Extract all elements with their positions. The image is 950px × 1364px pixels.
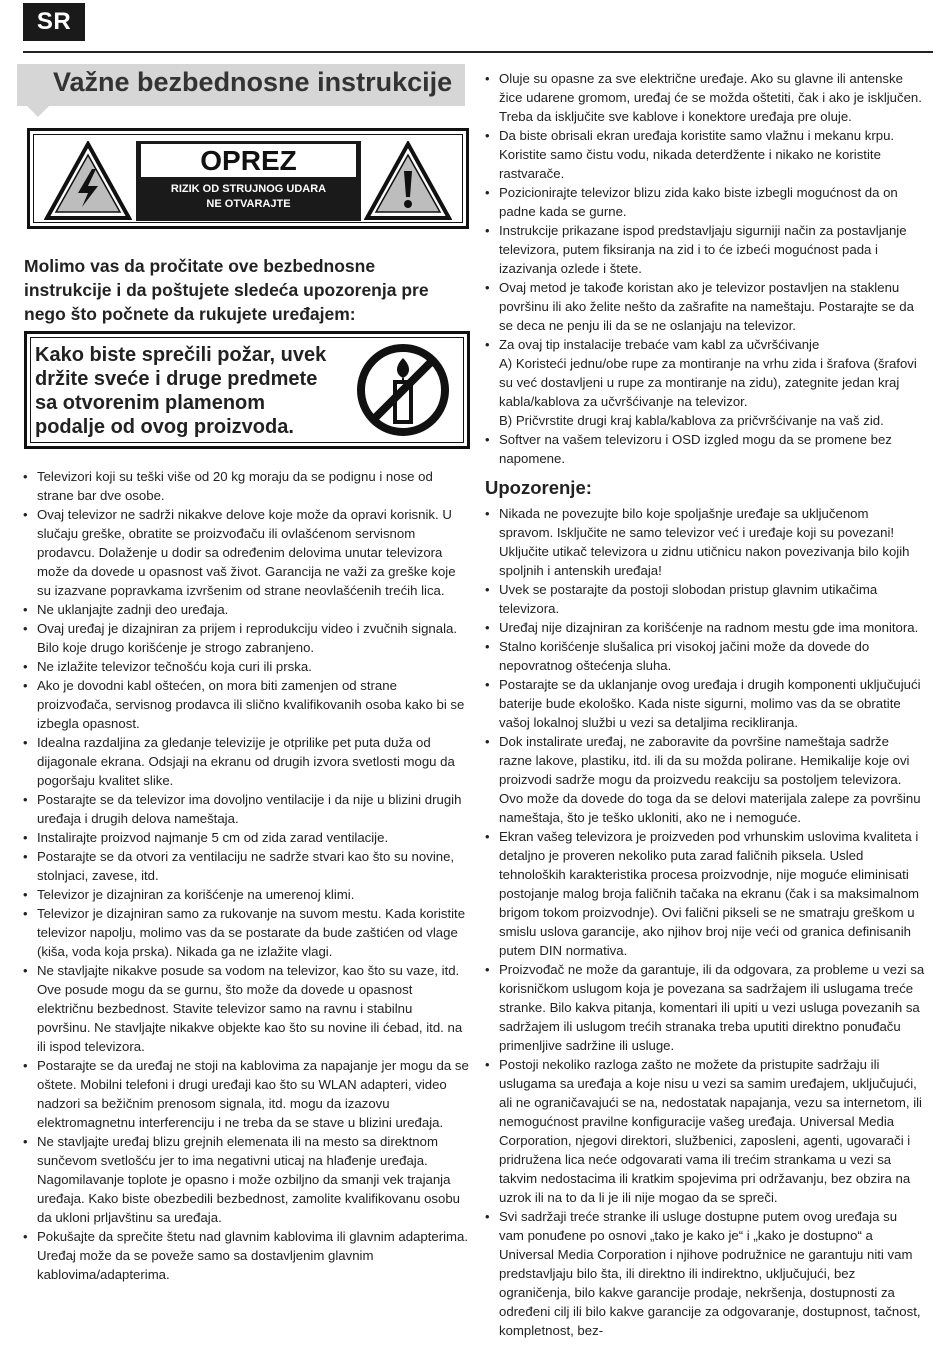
- list-item: • Stalno korišćenje slušalica pri visokoj jačini može da dovede do nepovratnog oštećenja sluha.: [485, 637, 925, 675]
- page-title: Važne bezbednosne instrukcije: [53, 67, 453, 97]
- fire-warning-text: Kako biste sprečili požar, uvek držite sveće i druge predmete sa otvorenim plamenom podalje od ovog proizvoda.: [35, 344, 327, 438]
- list-item: • Televizori koji su teški više od 20 kg moraju da se podignu i nose od strane bar dve osobe.: [23, 467, 469, 505]
- list-item: • Postarajte se da uređaj ne stoji na kablovima za napajanje jer mogu da se oštete. Mobilni telefoni i drugi uređaji kao što su WLAN adapteri, video nadzori sa bežičnim prenosom signala, itd. mogu da izazovu elektromagnetnu interferenciju i ne treba da se stave u blizini uređaja.: [23, 1056, 469, 1132]
- list-item: • Ako je dovodni kabl oštećen, on mora biti zamenjen od strane proizvođača, servisnog prodavca ili slično kvalifikovanih osoba kako bi se izbegla opasnost.: [23, 676, 469, 733]
- safety-list-right: [485, 69, 925, 468]
- caution-title: OPREZ: [141, 144, 356, 177]
- warning-list: [485, 504, 925, 1340]
- no-candle-icon: [353, 344, 453, 436]
- list-item: • Televizor je dizajniran samo za rukovanje na suvom mestu. Kada koristite televizor napolju, molimo vas da se postarate da bude zaštićen od vlage (kiša, voda koja prska). Nikada ga ne izlažite vlagi.: [23, 904, 469, 961]
- caution-text-block: [136, 141, 361, 221]
- list-item: • Ovaj uređaj je dizajniran za prijem i reprodukciju video i zvučnih signala. Bilo koje drugo korišćenje je strogo zabranjeno.: [23, 619, 469, 657]
- list-item: • Ne uklanjajte zadnji deo uređaja.: [23, 600, 469, 619]
- exclamation-warning-icon: [364, 141, 452, 221]
- list-item: • Ovaj metod je takođe koristan ako je televizor postavljen na staklenu površinu ili ako želite nešto da zašrafite na nameštaju. Postarajte se da se deca ne penju ili da se ne oslanjaju na televizor.: [485, 278, 925, 335]
- language-tab: [23, 3, 85, 41]
- list-item: • Ne stavljajte uređaj blizu grejnih elemenata ili na mesto sa direktnom sunčevom svetlošću jer to ima negativni uticaj na hlađenje uređaja. Nagomilavanje toplote je opasno i može ozbiljno da smanji vek trajanja uređaja. Kako biste obezbedili bezbednost, zamolite kvalifikovanu osobu da ukloni prljavštinu sa uređaja.: [23, 1132, 469, 1227]
- list-item: • Pokušajte da sprečite štetu nad glavnim kablovima ili glavnim adapterima. Uređaj može da se poveže samo sa dostavljenim glavnim kablovima/adapterima.: [23, 1227, 469, 1284]
- list-item: • Pozicionirajte televizor blizu zida kako biste izbegli mogućnost da on padne kada se gurne.: [485, 183, 925, 221]
- list-item: • Za ovaj tip instalacije trebaće vam kabl za učvršćivanje A) Koristeći jednu/obe rupe za montiranje na vrhu zida i šrafova (šrafovi su već dostavljeni u rupe za montiranje na zidu), zategnite jedan kraj kabla/kablova za učvršćivanje na televizor. B) Pričvrstite drugi kraj kabla/kablova za pričvršćivanje na vaš zid.: [485, 335, 925, 430]
- list-item: • Da biste obrisali ekran uređaja koristite samo vlažnu i mekanu krpu. Koristite samo čistu vodu, nikada deterdžente i nikako ne koristite rastvarače.: [485, 126, 925, 183]
- section-title-bar: [17, 64, 465, 106]
- caution-label: [27, 128, 469, 229]
- header-rule: [23, 51, 933, 53]
- list-item: • Proizvođač ne može da garantuje, ili da odgovara, za probleme u vezi sa korisničkom uslugom koja je povezana sa sadržajem ili uslugama treće stranke. Bilo kakva pitanja, komentari ili upiti u vezi usluga povezanih sa sadržajem ili uslugom trećih stranaka treba uputiti direktno ponuđaču primenljive sadržine ili usluge.: [485, 960, 925, 1055]
- list-item: • Instrukcije prikazane ispod predstavljaju sigurniji način za postavljanje televizora, putem fiksiranja na zid i to će izbeći mogućnost pada i izazivanja ozlede i štete.: [485, 221, 925, 278]
- list-item: • Nikada ne povezujte bilo koje spoljašnje uređaje sa uključenom spravom. Isključite ne samo televizor već i uređaje koji su povezani! Uključite utikač televizora u zidnu utičnicu nakon povezivanja bilo kojih spoljnih i antenskih uređaja!: [485, 504, 925, 580]
- list-item: • Uvek se postarajte da postoji slobodan pristup glavnim utikačima televizora.: [485, 580, 925, 618]
- left-column: [17, 64, 469, 1282]
- list-item: • Svi sadržaji treće stranke ili usluge dostupne putem ovog uređaja su vam ponuđene po osnovi „tako je kako je“ i „kako je dostupno“ a Universal Media Corporation i njihove podružnice ne garantuju niti vam predstavljaju bilo šta, ili direktno ili indirektno, uključujući, bez ograničenja, bilo kakve garancije prodaje, nekršenja, dostupnosti za određeni cilj ili bilo kakve garancije za odgovaranje, dostupnost, tačnost, kompletnost, bez-: [485, 1207, 925, 1340]
- list-item: • Oluje su opasne za sve električne uređaje. Ako su glavne ili antenske žice udarene gromom, uređaj će se možda oštetiti, čak i ako je isključen. Treba da isključite sve kablove i konektore uređaja pre oluje.: [485, 69, 925, 126]
- list-item: • Postarajte se da televizor ima dovoljno ventilacije i da nije u blizini drugih uređaja i drugih delova nameštaja.: [23, 790, 469, 828]
- right-column: [485, 69, 925, 1340]
- title-notch: [27, 106, 49, 117]
- list-item: • Instalirajte proizvod najmanje 5 cm od zida zarad ventilacije.: [23, 828, 469, 847]
- electric-shock-warning-icon: [44, 141, 132, 221]
- language-code: SR: [36, 8, 72, 35]
- list-item: • Postarajte se da uklanjanje ovog uređaja i drugih komponenti uključujući baterije bude ekološko. Kada niste sigurni, molimo vas da se obratite vašoj lokalnoj službi u vezi sa detaljima recikliranja.: [485, 675, 925, 732]
- caution-line-1: RIZIK OD STRUJNOG UDARA: [170, 183, 327, 195]
- warning-heading: Upozorenje:: [485, 477, 592, 498]
- list-item: • Ekran vašeg televizora je proizveden pod vrhunskim uslovima kvaliteta i detaljno je proveren nekoliko puta zarad faličnih piksela. Usled tehnoloških karakteristika procesa proizvodnje, nije moguće eliminisati postojanje malog broja faličnih tačaka na ekranu (čak i sa maksimalnom brigom tokom proizvodnje). Ovi falični pikseli se ne smatraju greškom u smislu uslova garancije, ako njihov broj nije veći od granica definisanih putem DIN normativa.: [485, 827, 925, 960]
- list-item: • Ne izlažite televizor tečnošću koja curi ili prska.: [23, 657, 469, 676]
- list-item: • Dok instalirate uređaj, ne zaboravite da površine nameštaja sadrže razne lakove, plastiku, itd. ili da su možda polirane. Hemikalije koje ovi proizvodi sadrže mogu da proizvedu reakciju sa postoljem televizora. Ovo može da dovede do toga da se delovi materijala zalepe za površinu nameštaja, što je teško ukloniti, ako ne i nemoguće.: [485, 732, 925, 827]
- fire-warning-box: [24, 331, 470, 449]
- list-item: • Ne stavljajte nikakve posude sa vodom na televizor, kao što su vaze, itd. Ove posude mogu da se gurnu, što može da dovede u opasnost električnu bezbednost. Stavite televizor samo na ravnu i stabilnu površinu. Ne stavljajte nikakve objekte kao što su novine ili ćebad, itd. na ili ispod televizora.: [23, 961, 469, 1056]
- list-item: • Postarajte se da otvori za ventilaciju ne sadrže stvari kao što su novine, stolnjaci, zavese, itd.: [23, 847, 469, 885]
- list-item: • Ovaj televizor ne sadrži nikakve delove koje može da opravi korisnik. U slučaju greške, obratite se proizvođaču ili ovlašćenom servisnom prodavcu. Dolaženje u dodir sa određenim delovima unutar televizora može da dovede u opasnost vaš život. Garancija ne važi za greške koje su izazvane popravkama izvršenim od strane neovlašćenih trećih lica.: [23, 505, 469, 600]
- list-item: • Postoji nekoliko razloga zašto ne možete da pristupite sadržaju ili uslugama sa uređaja a koje nisu u vezi sa samim uređajem, uključujući, ali ne ograničavajući se na, nedostatak napajanja, vezu sa internetom, ili nemogućnost pravilne konfiguracije vašeg uređaja. Universal Media Corporation, njegovi direktori, službenici, zaposleni, agenti, ugovarači i pridružena lica neće odgovarati vama ili trećim strankama u vezi sa takvim nedostacima ili kratkim spojevima pri održavanju, bez obzira na uzrok ili na to da li je ili nije mogao da se spreči.: [485, 1055, 925, 1207]
- list-item: • Uređaj nije dizajniran za korišćenje na radnom mestu gde ima monitora.: [485, 618, 925, 637]
- list-item: • Softver na vašem televizoru i OSD izgled mogu da se promene bez napomene.: [485, 430, 925, 468]
- list-item: • Idealna razdaljina za gledanje televizije je otprilike pet puta duža od dijagonale ekrana. Odsjaji na ekranu od drugih izvora svetlosti mogu da pogoršaju kvalitet slike.: [23, 733, 469, 790]
- intro-paragraph: Molimo vas da pročitate ove bezbednosne instrukcije i da poštujete sledeća upozorenja pre nego što počnete da rukujete uređajem:: [24, 256, 429, 324]
- safety-list-left: [23, 467, 469, 1284]
- caution-line-2: NE OTVARAJTE: [206, 198, 291, 210]
- list-item: • Televizor je dizajniran za korišćenje na umerenoj klimi.: [23, 885, 469, 904]
